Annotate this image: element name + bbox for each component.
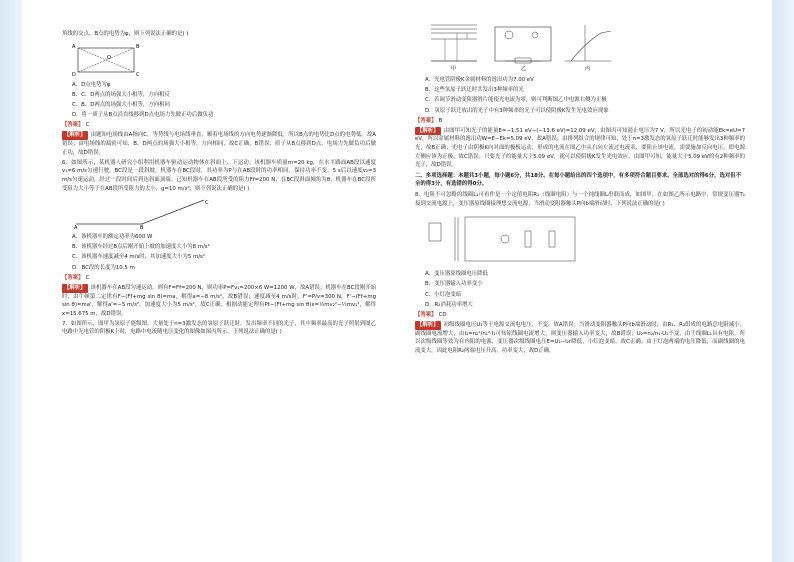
q5-option-a: A．D点电势为φ <box>72 81 111 88</box>
q6-figure <box>72 196 376 230</box>
q7-answer-line <box>415 117 745 126</box>
q5-analysis-line <box>62 131 376 157</box>
q5-figure <box>72 42 376 78</box>
q6-analysis: 该机器车在AB段匀速运动，则有F=Ff=200 N，则功率P=Fv₁=200×6 W=1200 W，故A错误；机器车在BC段刚开始时，由牛顿第二定律有F−(Ff+mg sin θ)=ma，解得a=−8 m/s²，故B错误；速度减至4 m/s时，F'=P/v=300 N，F'−(Ff+mg sin θ)=ma'，解得a'=−5 m/s²，加速度大小为5 m/s²，故C正确；根据动能定理有Pt−(Ff+mg sin θ)x=½mv₂²−½mv₁²，解得x=15.675 m，故D错误。 <box>62 284 376 317</box>
analysis-tag: 【解析】 <box>64 284 86 291</box>
q7-analysis-line <box>415 127 745 170</box>
q7-option-c: C．若调节滑动变阻器滑片能使光电流为零，则可判断图乙中电源右侧为正极 <box>425 97 607 104</box>
right-margin-band <box>772 0 794 562</box>
analysis-tag: 【解析】 <box>64 132 86 139</box>
q6-analysis-line <box>62 284 376 318</box>
answer-tag: 【答案】 <box>62 274 84 281</box>
q6-option-a: A．该机器车的额定功率为600 W <box>72 234 153 241</box>
q8-option-b: B．变压器输入功率变小 <box>425 281 483 288</box>
q7-option-d: D．氢原子跃迁放出的光子中有3种频率的光子可以使阴极K发生光电效应现象 <box>425 107 609 114</box>
q7-stem: 7．如图所示，图甲为氢原子能级图，大量处于n=3激发态的氢原子跃迁时，发出频率不同的光子，其中频率最高的光子照射到图乙电路中光电管的阴极K上时，电路中电流随电压变化的图像如图丙所示。下列说法正确的是( ) <box>62 320 376 336</box>
q7-circuit-diagram <box>495 27 551 63</box>
q5-label-b: B <box>136 43 140 50</box>
left-column <box>62 30 376 339</box>
q5-answer-line <box>62 121 376 130</box>
right-page <box>397 0 794 562</box>
q5-option-c: C．B、D两点的场强大小相等，方向相同 <box>72 101 170 108</box>
q8-transformer-circuit <box>429 217 575 261</box>
answer-tag: 【答案】 <box>415 311 437 318</box>
q5-label-c: C <box>136 71 140 78</box>
analysis-tag: 【解析】 <box>417 127 439 134</box>
q7-figure <box>425 21 745 73</box>
q8-analysis-line <box>415 321 745 355</box>
q8-figure <box>425 211 745 267</box>
left-margin-band <box>0 0 22 562</box>
q6-label-b: B <box>140 225 144 231</box>
q8-option-a: A．变压器原线圈电压降低 <box>425 271 488 278</box>
q6-stem: 6．如图所示，某机器人研究小组利用机器车驱动运动物体在斜面上、下运动。该机器车质量m=20 kg，在水平路面AB段以速度v₁=6 m/s匀速行驶，BC段是一段斜坡。机器车在BC段时，其功率为P与在AB段时的功率相同，保持功率不变，5 s后以速度v₂=3 m/s匀速运动，经过一段时间后到达斜面顶端。已知机器车在AB段所受的阻力Ff=200 N，在BC段斜面倾角为θ，机器车在BC段所受阻力大小等于在AB段所受阻力的大小，g=10 m/s²，则下列说法正确的是( ) <box>62 159 376 192</box>
q8-option-d: D．R₂消耗功率增大 <box>425 301 473 308</box>
q7-iu-graph <box>565 25 611 61</box>
q7-label-bing: 丙 <box>585 66 591 72</box>
q6-option-d: D．BC段的长度为10.5 m <box>72 264 135 271</box>
q5-option-d: D．将一质子从B点沿直线移到D点电场力先做正功后做负功 <box>72 112 214 119</box>
q5-label-a: A <box>72 43 76 50</box>
q7-analysis: 由图甲可知光子的能量E=−1.51 eV−(−13.6 eV)=12.09 eV，由图丙可知遏止电压为7 V，所以光电子的初动能Ek=eU=7 eV，所以金属材料的逸出功W=E−Ek=5.09 eV，故A错误；由排列组合的规律可知，处于n=3激发态的氢原子跃迁时能够发出3种频率的光，故B正确；光电子由阴极K向对面的极板运动，形成的电流在图乙中从右向左流过电流表，要阻止该电流，需要施加反向电压，即电源左侧应该为正极，故C错误；只要光子的能量大于5.09 eV，就可以使阴极K发生光电效应，由图甲可知，能量大于5.09 eV的有2种频率的光子，故D错误。 <box>415 127 745 169</box>
right-column <box>415 18 745 357</box>
q7-answer: B <box>438 117 443 124</box>
q5-label-d: D <box>72 71 76 78</box>
q7-option-b: B．这些氢原子跃迁时共发出3种频率的光 <box>425 87 524 94</box>
q8-stem: 8．电阻不可忽略的线圈L₁可看作是一个定值电阻R₁（线圈电阻）与一个纯线圈L串联而成，如图甲，在如图乙所示电路中，常规变压器T₁接到交流电源上，变压器原线圈接理想交流电源，当滑动变阻器触头P向b端滑动时，下列说法正确的是( ) <box>415 192 745 207</box>
answer-tag: 【答案】 <box>415 117 437 124</box>
q5-option-b: B．C、D两点的场强大小相等，方向相反 <box>72 91 170 98</box>
section-2-heading: 二、多项选择题：本题共3小题，每小题6分，共18分。在每小题给出的四个选项中，有多项符合题目要求。全部选对的得6分，选对但不全的得3分，有选错的得0分。 <box>415 172 742 188</box>
q8-option-c: C．小灯泡变暗 <box>425 291 462 298</box>
q7-energy-level-diagram <box>431 25 477 61</box>
q8-answer-line <box>415 311 745 320</box>
q6-option-c: C．该机器车速度减至4 m/s时，其加速度大小为5 m/s² <box>72 254 205 261</box>
answer-tag: 【答案】 <box>62 122 84 129</box>
q6-option-b: B．该机器车经过B点后刚开始上坡的加速度大小为8 m/s² <box>72 244 210 251</box>
q5-stem-tail: 角线的交点。B点的电势为φ，则下列说法正确的是( ) <box>62 31 189 37</box>
q6-answer-line <box>62 274 376 283</box>
q5-answer: C <box>85 122 90 129</box>
q6-label-c: C <box>205 200 209 207</box>
q7-option-a: A．光电管阴极K金属材料的逸出功为7.00 eV <box>425 77 534 83</box>
q7-label-jia: 甲 <box>451 66 457 72</box>
q8-answer: CD <box>438 311 447 318</box>
q5-analysis: 由题知电场线由A指向C，等势线与电场线垂直，顺着电场线的方向电势逐渐降低，所以B点的电势比D点的电势低，故A错误；由电场线的疏密可知，B、D两点的场强大小相等，方向相同，故C正确，B错误；质子从B点移到D点，电场力先做负功后做正功，故D错误。 <box>62 132 376 156</box>
q6-label-a: A <box>74 225 78 231</box>
q7-label-yi: 乙 <box>521 66 527 72</box>
q5-label-o: O <box>107 54 111 61</box>
analysis-tag: 【解析】 <box>417 322 439 329</box>
q6-answer: C <box>85 274 90 281</box>
q8-analysis: 初级线圈电压U₁等于电源交流电电压，不变，故A错误；当滑动变阻器触头P向b端滑动时，由R₁、R₂组成的电路总电阻减小，副线圈电流增大，由I₁=n₂²/n₁²·I₂可知原线圈电流增大，则变压器输入功率变大，故B错误；U₂=n₂/n₁·U₁不变，由于线圈L₁具有电阻，所以次级线圈等效为有内阻的电源，变压器次级线圈电压E=U₂−I₂r降低，小灯泡变暗，故C正确；由于灯泡两端的电压降低，而副线圈的电流变大，因此电阻R₂两端电压升高，功率变大，故D正确。 <box>415 322 745 354</box>
